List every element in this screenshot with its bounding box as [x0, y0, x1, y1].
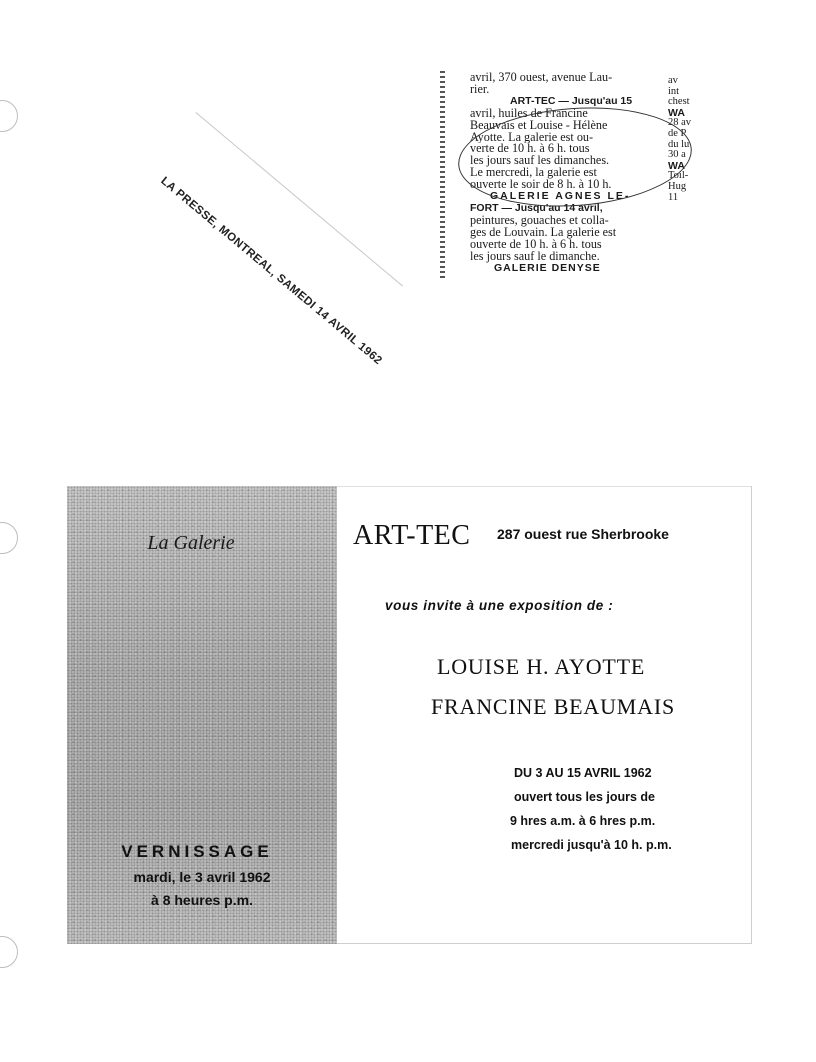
clip-side-line: du lu [668, 139, 690, 150]
la-galerie-title: La Galerie [147, 532, 235, 554]
clip-line: rier. [470, 83, 490, 96]
clip-side-line: 28 av [668, 118, 692, 129]
opening-hours: ouvert tous les jours de [514, 790, 656, 804]
clip-side-line: av [668, 76, 678, 86]
clip-side-line: de P [668, 128, 687, 139]
opening-hours: mercredi jusqu'à 10 h. p.m. [511, 838, 672, 852]
clip-line: verte de 10 h. à 6 h. tous [470, 143, 590, 156]
halftone-panel [67, 486, 337, 944]
punch-hole [0, 100, 18, 132]
card-edge-top [337, 486, 752, 487]
punch-hole [0, 522, 18, 554]
clip-line: GALERIE AGNES LE- [490, 191, 631, 203]
vernissage-time: à 8 heures p.m. [151, 892, 253, 908]
clip-line: ouverte le soir de 8 h. à 10 h. [470, 179, 612, 192]
torn-edge [440, 70, 445, 278]
clip-line: les jours sauf les dimanches. [470, 155, 610, 168]
clip-line: FORT — Jusqu'au 14 avril, [470, 202, 603, 214]
clip-line: ART-TEC — Jusqu'au 15 [510, 95, 633, 107]
card-edge-bottom [337, 943, 752, 944]
card-edge-right [751, 486, 752, 944]
clip-side-line: WA [668, 160, 685, 172]
clip-line: avril, huiles de Francine [470, 107, 588, 120]
stamp-streak [195, 112, 402, 286]
invitation-card [67, 486, 752, 944]
clip-line: avril, 370 ouest, avenue Lau- [470, 72, 613, 84]
clip-line: Le mercredi, la galerie est [470, 167, 597, 180]
newspaper-date-stamp: LA PRESSE, MONTREAL, SAMEDI 14 AVRIL 1962 [158, 175, 385, 368]
clip-side-line: Hug [668, 181, 687, 192]
clip-line: GALERIE DENYSE [494, 262, 601, 274]
exhibition-dates: DU 3 AU 15 AVRIL 1962 [514, 766, 652, 780]
invitation-line: vous invite à une exposition de : [385, 598, 614, 613]
clip-side-line: WA [668, 107, 685, 119]
clip-side-line: 30 a [668, 150, 686, 161]
clip-line: Ayotte. La galerie est ou- [470, 131, 594, 144]
gallery-address: 287 ouest rue Sherbrooke [497, 526, 669, 542]
vernissage-heading: VERNISSAGE [121, 842, 273, 861]
clip-line: Beauvais et Louise - Hélène [470, 119, 608, 132]
clip-side-line: Toil- [668, 171, 689, 182]
punch-hole [0, 936, 18, 968]
newspaper-clipping [440, 70, 698, 278]
clip-line: les jours sauf le dimanche. [470, 250, 600, 263]
clip-line: peintures, gouaches et colla- [470, 214, 609, 227]
clip-line: ges de Louvain. La galerie est [470, 226, 617, 239]
clip-side-line: chest [668, 97, 690, 108]
clip-line: ouverte de 10 h. à 6 h. tous [470, 238, 602, 251]
vernissage-date: mardi, le 3 avril 1962 [133, 869, 271, 885]
opening-hours: 9 hres a.m. à 6 hres p.m. [510, 814, 656, 828]
gallery-name: ART-TEC [353, 520, 471, 551]
clip-side-line: 11 [668, 192, 679, 203]
clip-side-line: int [668, 86, 680, 97]
artist-name: FRANCINE BEAUMAIS [431, 694, 676, 719]
artist-name: LOUISE H. AYOTTE [437, 654, 646, 679]
